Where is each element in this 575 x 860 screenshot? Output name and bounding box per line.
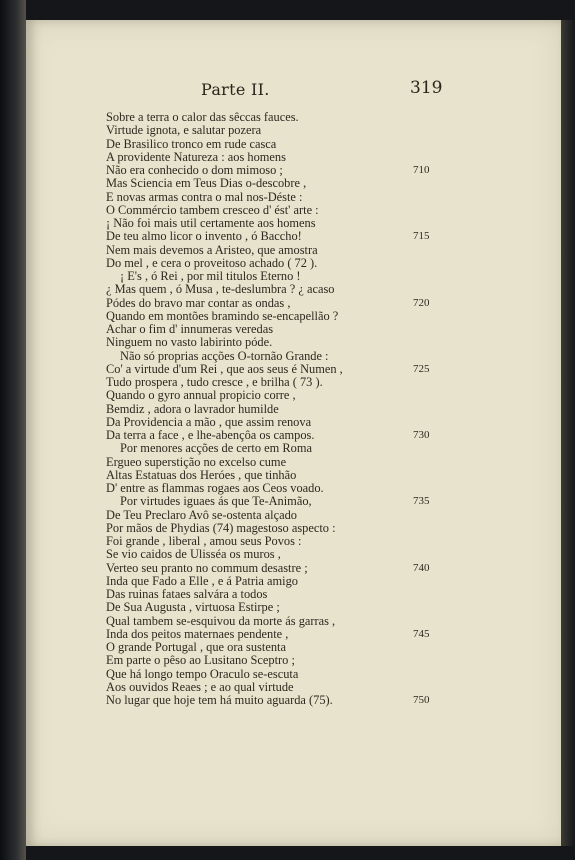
line-number: 745 (413, 627, 430, 640)
verse-line (106, 429, 546, 442)
verse-line (106, 191, 546, 204)
verse-line-text: Tudo prospera , tudo cresce , e brilha ( 73 ). (106, 375, 323, 389)
verse-line (106, 138, 546, 151)
verse-line (106, 482, 546, 495)
verse-line (106, 230, 546, 243)
verse-line (106, 535, 546, 548)
page-number: 319 (410, 78, 443, 98)
verse-line-text: Achar o fim d' innumeras veredas (106, 322, 274, 336)
verse-line-text: De Sua Augusta , virtuosa Estirpe ; (106, 600, 280, 615)
line-number: 750 (413, 694, 430, 706)
verse-line-text: Se vio caidos de Ulisséa os muros , (106, 547, 281, 562)
verse-line (106, 244, 546, 257)
verse-line (106, 588, 546, 601)
verse-line-text: A providente Natureza : aos homens (106, 149, 286, 164)
verse-line (106, 403, 546, 416)
verse-line (106, 204, 546, 217)
verse-line (106, 350, 546, 363)
verse-line (106, 562, 546, 575)
verse-line-text: De Brasilico tronco em rude casca (106, 136, 277, 151)
verse-line-text: Por menores acções de certo em Roma (120, 441, 312, 456)
verse-line-text: ¿ Mas quem , ó Musa , te-deslumbra ? ¿ acaso (106, 282, 335, 297)
verse-line-text: Foi grande , liberal , amou seus Povos : (106, 534, 302, 548)
line-number: 740 (413, 561, 430, 574)
verse-line (106, 628, 546, 641)
verse-line-text: Das ruinas fataes salvára a todos (106, 587, 268, 601)
verse-line-text: Por mãos de Phydias (74) magestoso aspecto : (106, 520, 336, 535)
verse-line (106, 389, 546, 402)
line-number: 735 (413, 495, 430, 508)
running-head: Parte II. (201, 80, 270, 99)
verse-line (106, 442, 546, 455)
verse-line-text: Em parte o pêso ao Lusitano Sceptro ; (106, 653, 295, 668)
verse-line (106, 336, 546, 349)
verse-line-text: Mas Sciencia em Teus Dias o-descobre , (106, 176, 307, 191)
verse-line-text: Do mel , e cera o proveitoso achado ( 72 ). (106, 255, 318, 270)
verse-line-text: No lugar que hoje tem há muito aguarda (75). (106, 693, 333, 707)
binding-gutter (0, 0, 26, 860)
verse-line (106, 548, 546, 561)
verse-line (106, 694, 546, 707)
verse-line-text: Quando o gyro annual propicio corre , (106, 388, 296, 403)
verse-line-text: Altas Estatuas dos Heróes , que tinhão (106, 467, 297, 482)
page-header (26, 78, 561, 108)
verse-line-text: ¡ E's , ó Rei , por mil titulos Eterno ! (120, 269, 301, 283)
verse-line-text: E novas armas contra o mal nos-Déste : (106, 189, 303, 204)
verse-line (106, 641, 546, 654)
verse-line (106, 310, 546, 323)
verse-line-text: Nem mais devemos a Aristeo, que amostra (106, 242, 318, 257)
verse-line-text: Da terra a face , e lhe-abençôa os campos. (106, 428, 315, 442)
verse-line-text: De Teu Preclaro Avô se-ostenta alçado (106, 507, 298, 522)
verse-line (106, 217, 546, 230)
verse-line-text: Pódes do bravo mar contar as ondas , (106, 295, 291, 310)
line-number: 720 (413, 296, 430, 309)
verse-line (106, 509, 546, 522)
verse-line (106, 668, 546, 681)
verse-line (106, 575, 546, 588)
verse-line-text: Não era conhecido o dom mimoso ; (106, 163, 283, 177)
verse-line (106, 363, 546, 376)
page-edge (561, 20, 575, 846)
verse-line (106, 469, 546, 482)
verse-line-text: Virtude ignota, e salutar pozera (106, 123, 262, 138)
verse-line-text: Inda dos peitos maternaes pendente , (106, 626, 289, 641)
verse-line-text: Co' a virtude d'um Rei , que aos seus é Numen , (106, 361, 343, 376)
verse-line-text: D' entre as flammas rogaes aos Ceos voado. (106, 481, 324, 495)
verse-line-text: Ninguem no vasto labirinto póde. (106, 335, 273, 350)
verse-line-text: Que há longo tempo Oraculo se-escuta (106, 666, 299, 681)
line-number: 710 (413, 164, 430, 176)
verse-line (106, 283, 546, 296)
verse-line (106, 177, 546, 190)
verse-line-text: ¡ Não foi mais util certamente aos homens (106, 216, 316, 230)
verse-line (106, 297, 546, 310)
verse-line (106, 416, 546, 429)
verse-line-text: De teu almo licor o invento , ó Baccho! (106, 229, 302, 244)
verse-line (106, 164, 546, 177)
verse-line-text: Aos ouvidos Reaes ; e ao qual virtude (106, 679, 294, 694)
verse-line-text: Bemdiz , adora o lavrador humilde (106, 401, 279, 416)
verse-line-text: Verteo seu pranto no commum desastre ; (106, 560, 308, 575)
verse-line-text: Inda que Fado a Elle , e á Patria amigo (106, 573, 298, 588)
verse-line (106, 323, 546, 336)
verse-line (106, 124, 546, 137)
line-number: 715 (413, 230, 430, 243)
verse-line (106, 456, 546, 469)
verse-block (106, 111, 546, 707)
verse-line (106, 601, 546, 614)
verse-line-text: Ergueo superstição no excelso cume (106, 454, 287, 469)
line-number: 725 (413, 362, 430, 375)
verse-line-text: Não só proprias acções O-tornão Grande : (120, 348, 329, 363)
verse-line (106, 257, 546, 270)
verse-line-text: Da Providencia a mão , que assim renova (106, 414, 312, 429)
verse-line (106, 522, 546, 535)
verse-line (106, 615, 546, 628)
verse-line-text: O grande Portugal , que ora sustenta (106, 640, 286, 654)
book-page (26, 20, 561, 846)
verse-line (106, 495, 546, 508)
verse-line-text: Por virtudes iguaes ás que Te-Animão, (120, 494, 312, 509)
verse-line (106, 654, 546, 667)
verse-line (106, 151, 546, 164)
verse-line (106, 111, 546, 124)
verse-line (106, 376, 546, 389)
verse-line-text: Quando em montões bramindo se-encapellão ? (106, 308, 339, 323)
verse-line-text: Qual tambem se-esquivou da morte ás garras , (106, 613, 336, 628)
line-number: 730 (413, 429, 430, 441)
verse-line (106, 681, 546, 694)
verse-line (106, 270, 546, 283)
verse-line-text: Sobre a terra o calor das sêccas fauces. (106, 110, 299, 124)
verse-line-text: O Commércio tambem cresceo d' ést' arte : (106, 202, 319, 217)
